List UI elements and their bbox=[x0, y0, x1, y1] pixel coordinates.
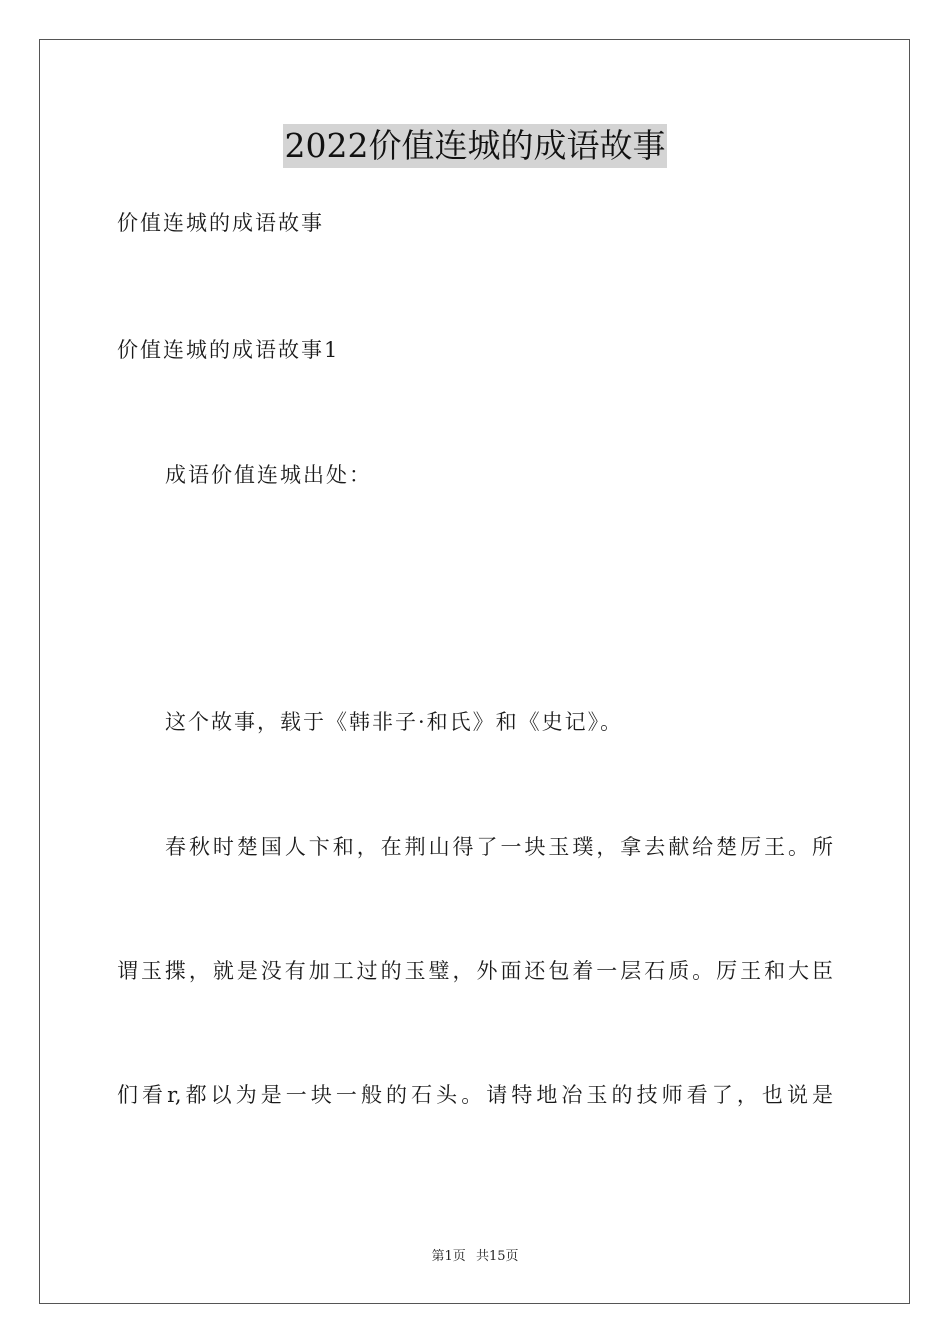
paragraph-line: 成语价值连城出处： bbox=[165, 463, 372, 487]
page-total: 共15页 bbox=[475, 1249, 519, 1264]
paragraph-line: 谓玉揲，就是没有加工过的玉璧，外面还包着一层石质。厉王和大臣 bbox=[117, 959, 833, 983]
paragraph-line: 们看r,都以为是一块一般的石头。请特地冶玉的技师看了，也说是 bbox=[117, 1083, 833, 1107]
section-heading: 价值连城的成语故事1 bbox=[117, 338, 340, 362]
document-title: 2022价值连城的成语故事 bbox=[283, 124, 668, 168]
subtitle-line: 价值连城的成语故事 bbox=[117, 211, 324, 235]
title-container bbox=[0, 124, 950, 168]
page-footer bbox=[0, 1248, 950, 1266]
paragraph-line: 这个故事，载于《韩非子·和氏》和《史记》。 bbox=[165, 710, 624, 734]
page-number: 第1页 bbox=[431, 1249, 466, 1264]
paragraph-line: 春秋时楚国人卞和，在荆山得了一块玉璞，拿去献给楚厉王。所 bbox=[165, 835, 833, 859]
